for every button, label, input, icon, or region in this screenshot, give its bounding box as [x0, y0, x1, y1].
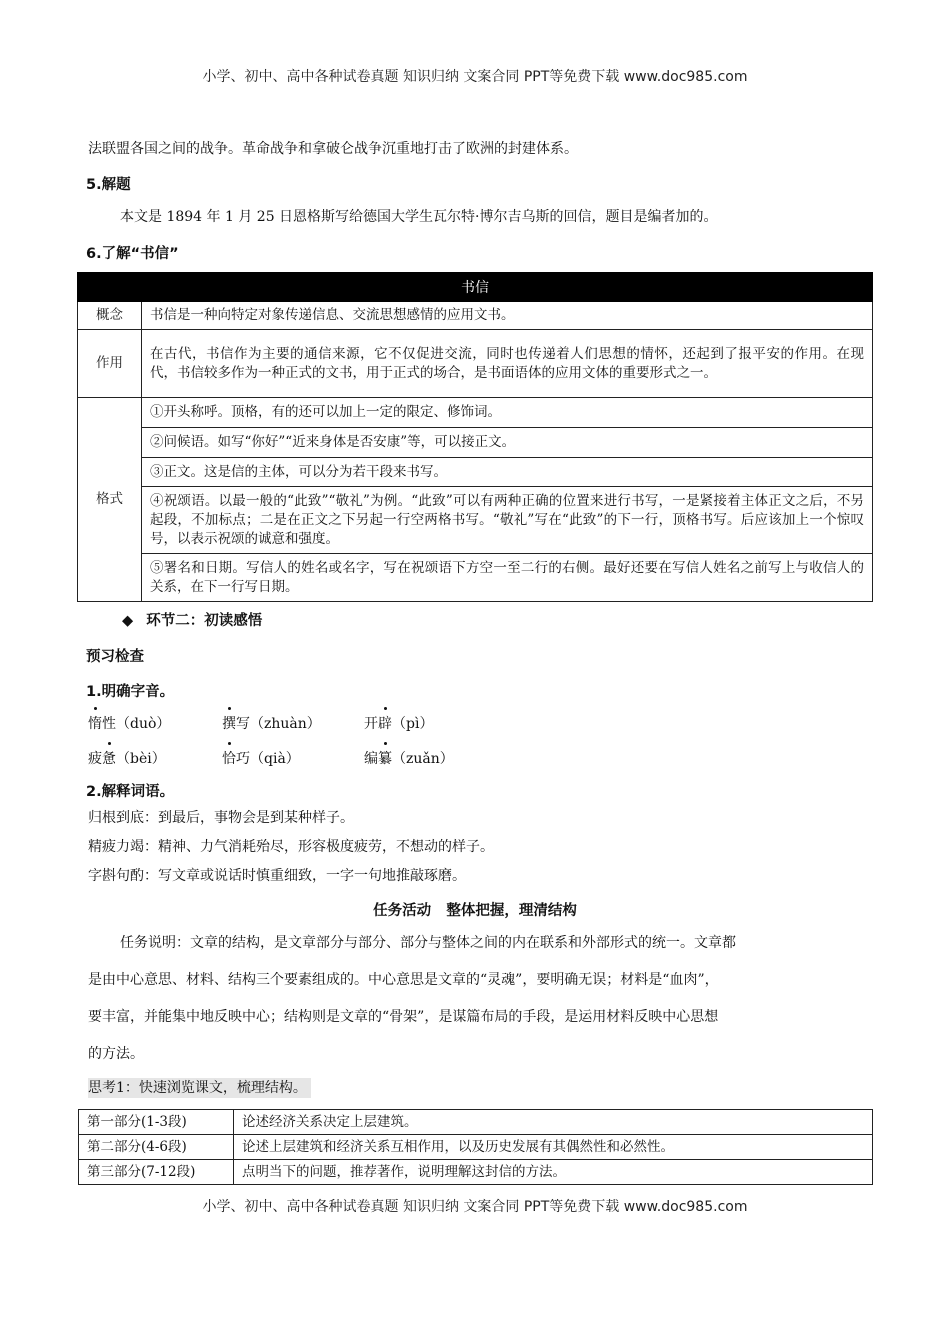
task-line: 任务说明：文章的结构，是文章部分与部分、部分与整体之间的内在联系和外部形式的统一。文章都	[120, 935, 736, 951]
format-item: ⑤署名和日期。写信人的姓名或名字，写在祝颂语下方空一至二行的右侧。最好还要在写信人姓名之前写上与收信人的关系，在下一行写日期。	[142, 554, 873, 602]
structure-desc: 点明当下的问题，推荐著作，说明理解这封信的方法。	[234, 1160, 873, 1185]
vocab-item: 归根到底：到最后，事物会是到某种样子。	[88, 810, 354, 826]
pinyin-item: 编纂（zuǎn）	[364, 751, 454, 767]
task-line: 要丰富，并能集中地反映中心；结构则是文章的“骨架”，是谋篇布局的手段，是运用材料反映中心思想	[88, 1009, 719, 1025]
concept-label: 概念	[78, 302, 142, 330]
pinyin-item: 惰性（duò）	[88, 716, 171, 732]
pinyin-heading: 1.明确字音。	[86, 684, 175, 700]
pinyin-item: 撰写（zhuàn）	[222, 716, 321, 732]
concept-text: 书信是一种向特定对象传递信息、交流思想感情的应用文书。	[142, 302, 873, 330]
page-footer: 小学、初中、高中各种试卷真题 知识归纳 文案合同 PPT等免费下载 www.doc985.com	[202, 1199, 748, 1215]
format-label: 格式	[78, 398, 142, 602]
vocab-heading: 2.解释词语。	[86, 784, 175, 800]
role-text: 在古代，书信作为主要的通信来源，它不仅促进交流，同时也传递着人们思想的情怀，还起到了报平安的作用。在现代，书信较多作为一种正式的文书，用于正式的场合，是书面语体的应用文体的重要形式之一。	[142, 330, 873, 398]
role-label: 作用	[78, 330, 142, 398]
vocab-item: 精疲力竭：精神、力气消耗殆尽，形容极度疲劳，不想动的样子。	[88, 839, 494, 855]
letter-table	[77, 272, 873, 602]
page-header: 小学、初中、高中各种试卷真题 知识归纳 文案合同 PPT等免费下载 www.doc985.com	[202, 69, 748, 85]
task-line: 是由中心意思、材料、结构三个要素组成的。中心意思是文章的“灵魂”，要明确无误；材料是“血肉”，	[88, 972, 719, 988]
structure-part: 第三部分(7-12段)	[79, 1160, 234, 1185]
structure-part: 第一部分(1-3段)	[79, 1110, 234, 1135]
section6-heading: 6.了解“书信”	[86, 246, 179, 262]
section5-heading: 5.解题	[86, 177, 131, 193]
intro-line: 法联盟各国之间的战争。革命战争和拿破仑战争沉重地打击了欧洲的封建体系。	[88, 141, 578, 157]
section5-text: 本文是 1894 年 1 月 25 日恩格斯写给德国大学生瓦尔特·博尔吉乌斯的回信，题目是编者加的。	[120, 209, 718, 225]
pinyin-item: 开辟（pì）	[364, 716, 434, 732]
task-title: 任务活动 整体把握，理清结构	[373, 903, 577, 919]
vocab-item: 字斟句酌：写文章或说话时慎重细致，一字一句地推敲琢磨。	[88, 868, 466, 884]
format-item: ④祝颂语。以最一般的“此致”“敬礼”为例。“此致”可以有两种正确的位置来进行书写，一是紧接着主体正文之后，不另起段，不加标点；二是在正文之下另起一行空两格书写。“敬礼”写在“此致”的下一行，顶格书写。后应该加上一个惊叹号，以表示祝颂的诚意和强度。	[142, 487, 873, 554]
link2-heading	[122, 609, 262, 630]
pinyin-item: 疲惫（bèi）	[88, 751, 166, 767]
structure-part: 第二部分(4-6段)	[79, 1135, 234, 1160]
think1-prompt: 思考1：快速浏览课文，梳理结构。	[88, 1078, 311, 1098]
format-item: ③正文。这是信的主体，可以分为若干段来书写。	[142, 458, 873, 487]
structure-desc: 论述经济关系决定上层建筑。	[234, 1110, 873, 1135]
task-line: 的方法。	[88, 1046, 144, 1062]
diamond-bullet-icon: ◆	[122, 613, 134, 629]
pinyin-item: 恰巧（qià）	[222, 751, 300, 767]
letter-table-title: 书信	[78, 273, 873, 302]
structure-desc: 论述上层建筑和经济关系互相作用，以及历史发展有其偶然性和必然性。	[234, 1135, 873, 1160]
preview-heading: 预习检查	[86, 649, 144, 665]
format-item: ①开头称呼。顶格，有的还可以加上一定的限定、修饰词。	[142, 398, 873, 428]
format-item: ②问候语。如写“你好”“近来身体是否安康”等，可以接正文。	[142, 428, 873, 458]
structure-table	[78, 1109, 873, 1185]
link2-text: 环节二：初读感悟	[146, 613, 263, 629]
